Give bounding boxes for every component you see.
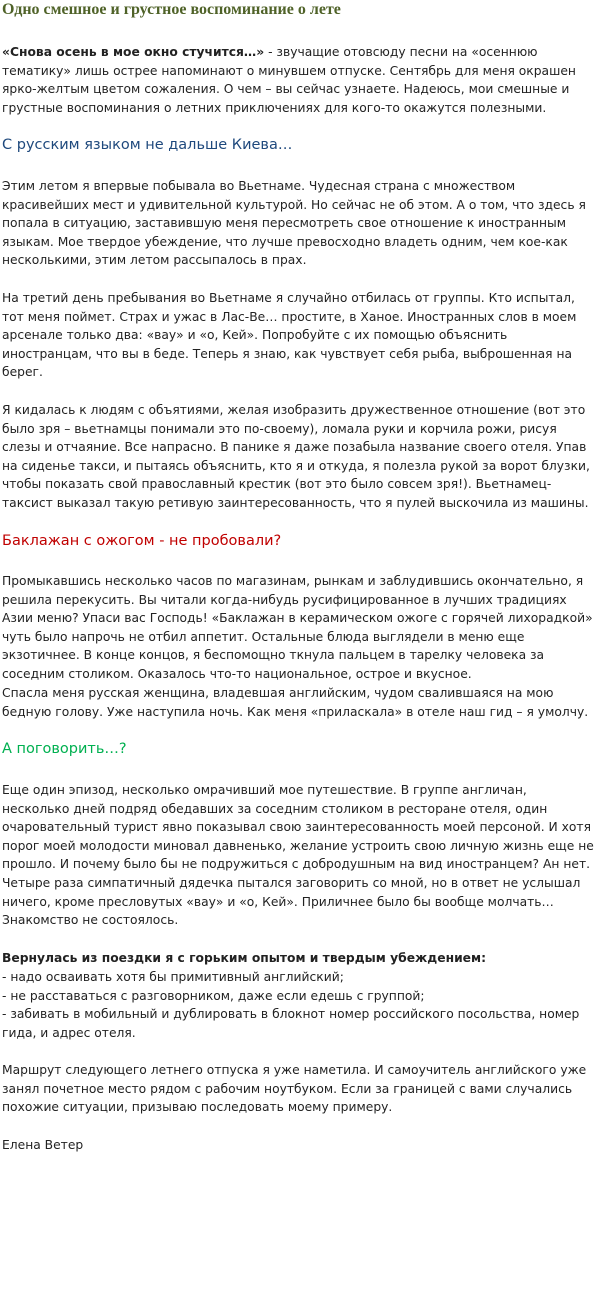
list-item: - не расставаться с разговорником, даже если едешь с группой; [2,988,425,1003]
section2-paragraph-2: Спасла меня русская женщина, владевшая английским, чудом свалившаяся на мою бедную голову. Уже наступила ночь. Как меня «приласкала» в отеле наш гид – я умолчу. [2,686,589,719]
section3-paragraph-1: Еще один эпизод, несколько омрачивший мое путешествие. В группе англичан, несколько дней подряд обедавших за соседним столиком в ресторане отеля, один очаровательный турист явно показывал свою заинтересованность моей персоной. И хотя порог моей молодости миновал давненько, желание устроить свою личную жизнь еще не прошло. И почему было бы не подружиться с добродушным на вид иностранцем? Ан нет. Четыре раза симпатичный дядечка пытался заговорить со мной, но в ответ не услышал ничего, кроме пресловутых «вау» и «о, Кей». Приличнее было бы вообще молчать… Знакомство не состоялось. [2,783,594,928]
conclusion-heading [2,949,596,968]
section-heading-russian: С русским языком не дальше Киева… [2,137,293,153]
section-heading-eggplant: Баклажан с ожогом - не пробовали? [2,533,282,549]
section1-paragraph-1: Этим летом я впервые побывала во Вьетнаме. Чудесная страна с множеством красивейших мест и удивительной культурой. Но сейчас не об этом. А о том, что здесь я попала в ситуацию, заставившую меня пересмотреть свое отношение к иностранным языкам. Мое твердое убеждение, что лучше превосходно владеть одним, чем кое-как несколькими, этим летом рассыпалось в прах. [2,179,586,268]
final-paragraph: Маршрут следующего летнего отпуска я уже наметила. И самоучитель английского уже занял почетное место рядом с рабочим ноутбуком. Если за границей с вами случались похожие ситуации, призываю последовать моему примеру. [2,1063,587,1115]
section1-paragraph-2: На третий день пребывания во Вьетнаме я случайно отбилась от группы. Кто испытал, тот меня поймет. Страх и ужас в Лас-Ве… простите, в Ханое. Иностранных слов в моем арсенале только два: «вау» и «о, Кей». Попробуйте с их помощью объяснить иностранцам, что вы в беде. Теперь я знаю, как чувствует себя рыба, выброшенная на берег. [2,291,577,380]
intro-paragraph [2,43,596,117]
section2-paragraph-1: Промыкавшись несколько часов по магазинам, рынкам и заблудившись окончательно, я решила перекусить. Вы читали когда-нибудь русифицированное в лучших традициях Азии меню? Упаси вас Господь! «Баклажан в керамическом ожоге с горячей лихорадкой» чуть было напрочь не отбил аппетит. Остальные блюда выглядели в меню еще экзотичнее. В конце концов, я беспомощно ткнула пальцем в тарелку человека за соседним столиком. Оказалось что-то национальное, острое и вкусное. [2,574,593,681]
intro-lead-bold: «Снова осень в мое окно стучится…» [2,45,265,59]
section-heading-talk: А поговорить…? [2,741,127,757]
list-item: - забивать в мобильный и дублировать в блокнот номер российского посольства, номер гида, и адрес отеля. [2,1007,580,1040]
intro-lead-rest: - звучащие отовсюду песни на «осеннюю тематику» лишь острее напоминают о минувшем отпуске. Сентябрь для меня окрашен ярко-желтым цветом сожаления. О чем – вы сейчас узнаете. Надеюсь, мои смешные и грустные воспоминания о летних приключениях для кого-то окажутся полезными. [2,45,576,115]
conclusion-bold-line: Вернулась из поездки я с горьким опытом и твердым убеждением: [2,951,486,965]
list-item: - надо осваивать хотя бы примитивный английский; [2,970,344,984]
author-signature: Елена Ветер [2,1138,84,1152]
article-title: Одно смешное и грустное воспоминание о лете [2,1,341,18]
conclusion-list [2,968,596,1042]
section1-paragraph-3: Я кидалась к людям с объятиями, желая изобразить дружественное отношение (вот это было зря – вьетнамцы понимали это по-своему), ломала руки и корчила рожи, рисуя слезы и отчаяние. Все напрасно. В панике я даже позабыла название своего отеля. Упав на сиденье такси, и пытаясь объяснить, кто я и откуда, я полезла рукой за ворот блузки, чтобы показать свой православный крестик (вот это было совсем зря!). Вьетнамец-таксист выказал такую ретивую заинтересованность, что я пулей выскочила из машины. [2,403,590,510]
